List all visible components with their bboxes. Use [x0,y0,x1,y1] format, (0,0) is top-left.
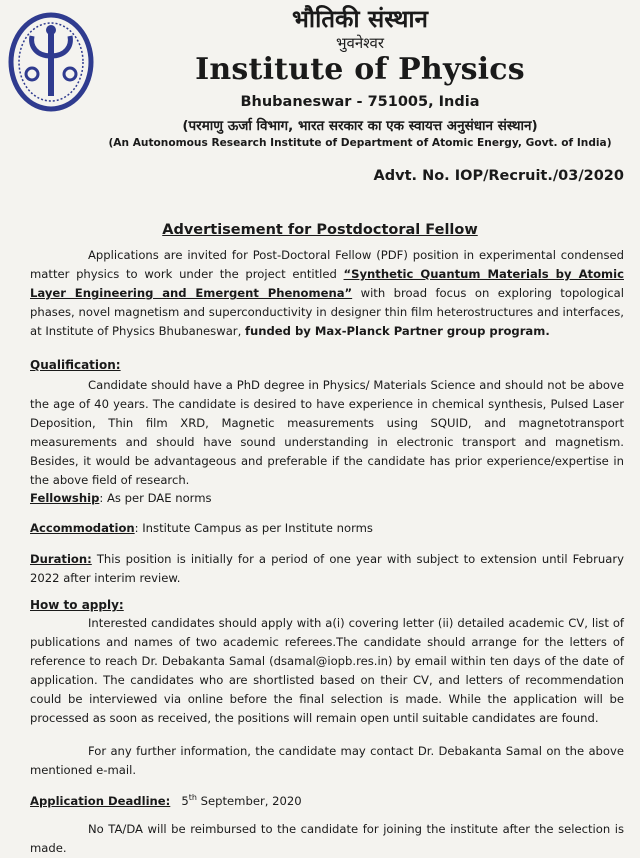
accommodation-line [30,519,630,538]
deadline-day-suffix: th [188,793,197,802]
advertisement-number: Advt. No. IOP/Recruit./03/2020 [373,168,624,184]
institute-name: Institute of Physics [195,52,525,87]
english-subtitle: (An Autonomous Research Institute of Department of Atomic Energy, Govt. of India) [108,137,612,149]
duration-paragraph [30,550,624,588]
document-title [0,222,640,238]
deadline-label: Application Deadline: [30,793,171,808]
intro-paragraph [30,246,624,341]
qualification-heading: Qualification: [30,358,121,372]
project-title: “Synthetic Quantum Materials by Atomic Layer Engineering and Emergent Phenomena” [30,267,624,300]
deadline-line [30,788,630,811]
qualification-paragraph: Candidate should have a PhD degree in Physics/ Materials Science and should not be above the age of 40 years. The candidate is desired to have experience in chemical synthesis, Pulsed Laser Deposition, Thin film XRD, Magnetic measurements using SQUID, and magnetotransport measurements and should have sound understanding in electronic transport and magnetism. Besides, it would be advantageous and preferable if the candidate has prior experience/expertise in the above field of research. [30,378,624,487]
duration-label: Duration: [30,552,92,566]
hindi-city: भुवनेश्वर [335,34,385,52]
fellowship-value: : As per DAE norms [99,491,212,505]
document-title-text: Advertisement for Postdoctoral Fellow [162,222,478,238]
deadline-day: 5 [181,793,189,808]
how-to-apply-paragraph: Interested candidates should apply with a(i) covering letter (ii) detailed academic CV, list of publications and names of two academic referees.The candidate should arrange for the letters of reference to reach Dr. Debakanta Samal (dsamal@iopb.res.in) by email within ten days of the date of application. The candidates who are shortlisted based on their CV, and letters of recommendation could be interviewed via online before the final selection is made. While the application will be processed as soon as received, the positions will remain open until suitable candidates are found. [30,616,624,725]
footer-note: No TA/DA will be reimbursed to the candidate for joining the institute after the selection is made. [30,822,624,855]
accommodation-label: Accommodation [30,521,135,535]
intro-text-1: Applications are invited for Post-Doctoral Fellow (PDF) position in experimental condensed matter physics to work under the project entitled [30,248,624,281]
duration-value: This position is initially for a period of one year with subject to extension until February 2022 after interim review. [30,552,624,585]
funding-text: funded by Max-Planck Partner group program. [244,324,550,338]
how-to-apply-heading: How to apply: [30,598,124,612]
intro-text-2: with broad focus on exploring topological phases, novel magnetism and superconductivity in designer thin film heterostructures and interfaces, at Institute of Physics Bhubaneswar, [30,286,624,338]
fellowship-line [30,489,630,508]
hindi-subtitle: (परमाणु ऊर्जा विभाग, भारत सरकार का एक स्वायत्त अनुसंधान संस्थान) [182,118,538,134]
deadline-rest: September, 2020 [196,793,302,808]
institute-address: Bhubaneswar - 751005, India [240,94,480,110]
hindi-institute-title: भौतिकी संस्थान [292,5,428,33]
accommodation-value: : Institute Campus as per Institute norms [134,521,373,535]
institute-logo-icon [6,4,96,116]
fellowship-label: Fellowship [30,491,100,505]
contact-paragraph: For any further information, the candidate may contact Dr. Debakanta Samal on the above mentioned e-mail. [30,744,624,777]
